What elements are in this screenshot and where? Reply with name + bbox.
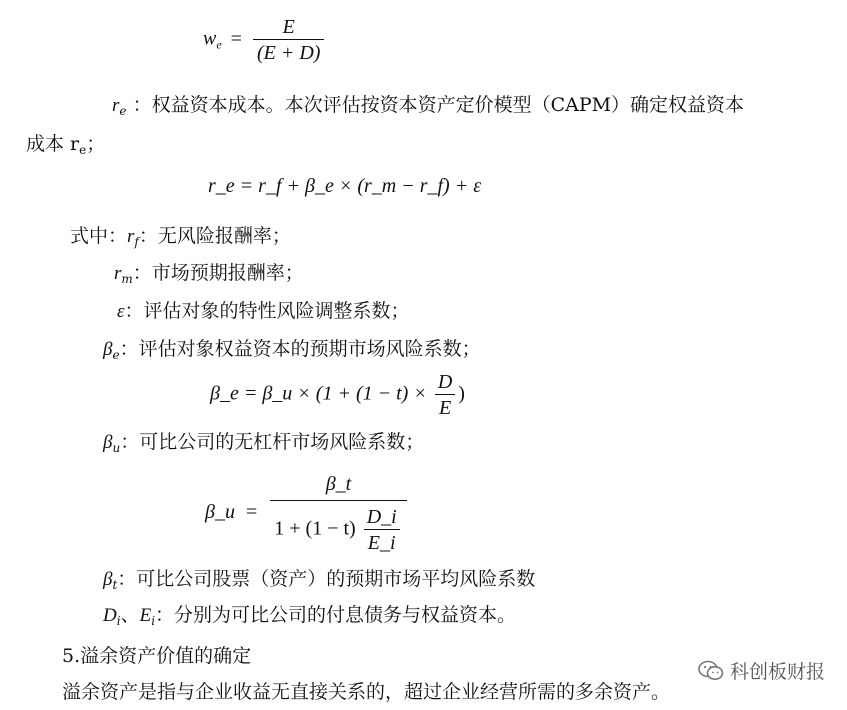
def-beta-t: $\beta_t$：可比公司股票（资产）的预期市场平均风险系数	[103, 568, 536, 592]
def-rm: $r_m$：市场预期报酬率；	[114, 262, 304, 286]
fraction-we: $\frac{E}{(E + D)}$	[253, 17, 324, 63]
fraction-di-ei: $\frac{D\_i}{E\_i}$	[363, 507, 401, 553]
formula-we: $w_e$ = $\frac{E}{(E + D)}$	[203, 17, 326, 63]
watermark	[698, 657, 825, 684]
re-definition: $r_e$ ：权益资本成本。本次评估按资本资产定价模型（CAPM）确定权益资本	[112, 94, 745, 118]
formula-bu: β_u = β_t 1 + (1 − t) $\frac{D\_i}{E\_i}$	[205, 474, 409, 553]
fraction-bu: β_t 1 + (1 − t) $\frac{D\_i}{E\_i}$	[270, 474, 406, 553]
formula-be: β_e = β_u × (1 + (1 − t) × $\frac{D}{E}$ )	[210, 371, 465, 419]
where-rf: 式中：$r_f$：无风险报酬率；	[70, 225, 291, 249]
def-beta-u: $\beta_u$：可比公司的无杠杆市场风险系数；	[103, 431, 425, 455]
final-paragraph: 溢余资产是指与企业收益无直接关系的，超过企业经营所需的多余资产。	[62, 681, 671, 703]
def-beta-e: $\beta_e$：评估对象权益资本的预期市场风险系数；	[103, 338, 481, 362]
wechat-icon	[698, 660, 724, 682]
formula-re: r_e = r_f + β_e × (r_m − r_f) + ε	[208, 175, 482, 197]
fraction-be: $\frac{D}{E}$	[434, 372, 456, 418]
watermark-label: 科创板财报	[729, 661, 825, 683]
def-epsilon: ε：评估对象的特性风险调整系数；	[117, 300, 410, 322]
re-definition-cont: 成本 $r_e$；	[26, 133, 106, 157]
def-di-ei: $D_i$、$E_i$：分别为可比公司的付息债务与权益资本。	[103, 604, 517, 628]
section-heading: 5.溢余资产价值的确定	[62, 645, 252, 667]
